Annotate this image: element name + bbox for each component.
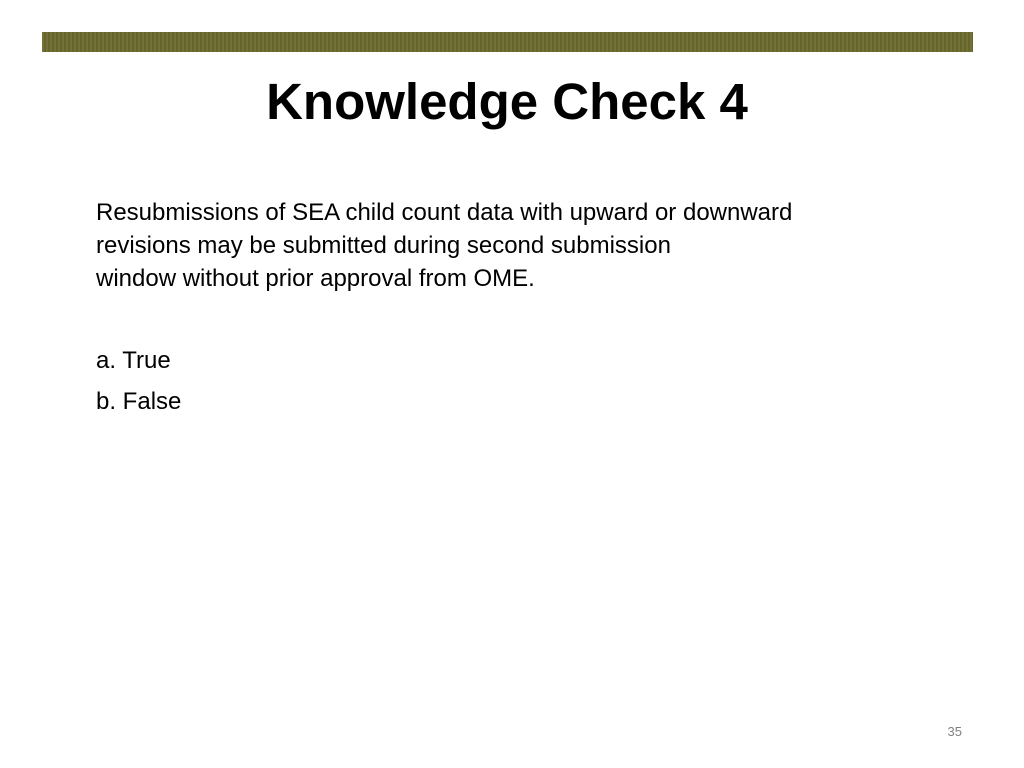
- question-text: [96, 196, 946, 295]
- question-line-1: Resubmissions of SEA child count data with upward or downward: [96, 199, 793, 226]
- slide-title: Knowledge Check 4: [266, 73, 748, 130]
- page-number: 35: [947, 724, 962, 739]
- question-line-2: revisions may be submitted during second submission: [96, 232, 671, 259]
- question-line-3: window without prior approval from OME.: [96, 265, 535, 292]
- header-accent-bar: [42, 32, 973, 52]
- option-false: b. False: [96, 388, 182, 415]
- option-true: a. True: [96, 347, 171, 374]
- answer-options: [96, 344, 181, 426]
